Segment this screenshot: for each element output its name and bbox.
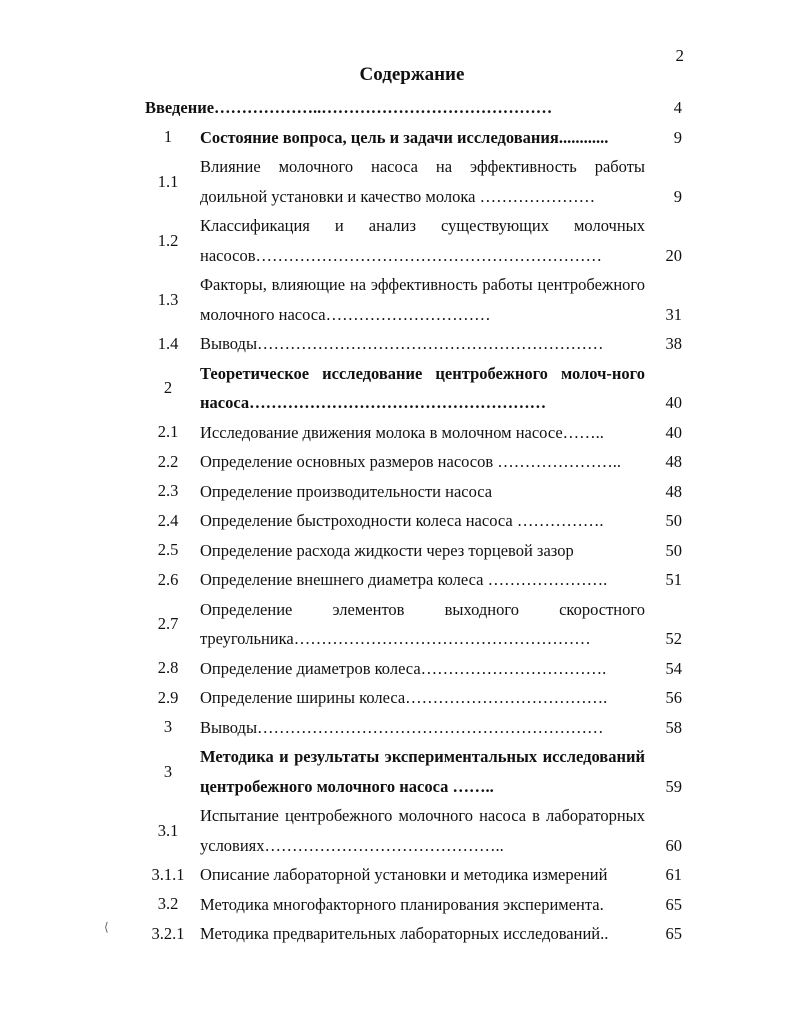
- toc-entry-title: Факторы, влияющие на эффективность работы центробежного молочного насоса…………………………: [200, 275, 645, 324]
- toc-entry-page: 58: [665, 717, 682, 737]
- toc-entry-title: Методика предварительных лабораторных исследований..: [200, 924, 609, 943]
- toc-entry-page: 50: [665, 540, 682, 560]
- toc-entry: [140, 93, 692, 123]
- toc-entry-number: 3.1.1: [151, 864, 185, 884]
- toc-entry-page: 59: [665, 776, 682, 796]
- toc-entry-number: 2.4: [157, 510, 179, 530]
- toc-entry: [140, 152, 692, 211]
- toc-entry-number: 1.1: [157, 171, 179, 191]
- toc-entry: [140, 860, 692, 890]
- toc-entry-page: 65: [665, 924, 682, 943]
- toc-entry-page: 65: [665, 894, 682, 914]
- toc-entry: [140, 211, 692, 270]
- toc-entry-number: 3.2.1: [151, 923, 185, 943]
- toc-entry-title: Испытание центробежного молочного насоса в лабораторных условиях……………………………………..: [200, 806, 645, 855]
- toc-entry-page: 38: [665, 334, 682, 353]
- toc-entry-title: Влияние молочного насоса на эффективность работы доильной установки и качество молока …………………: [200, 157, 645, 206]
- table-of-contents: [140, 93, 692, 949]
- toc-entry-title: Состояние вопроса, цель и задачи исследования............: [200, 127, 609, 147]
- toc-entry-page: 51: [665, 570, 682, 589]
- toc-entry-title: Теоретическое исследование центробежного молоч-ного насоса………………………………………………: [200, 363, 645, 412]
- toc-entry: [140, 919, 692, 949]
- toc-entry-number: 3: [163, 761, 173, 781]
- toc-entry-title: Методика многофакторного планирования эксперимента.: [200, 894, 604, 914]
- toc-entry-title: Определение внешнего диаметра колеса ………………….: [200, 570, 608, 589]
- toc-entry-number: 2.3: [157, 481, 179, 501]
- toc-entry-page: 61: [665, 865, 682, 884]
- toc-entry-number: 3: [163, 717, 173, 737]
- toc-entry: [140, 595, 692, 654]
- toc-entry-number: 3.2: [157, 894, 179, 914]
- toc-entry-number: 3.1: [157, 820, 179, 840]
- scan-mark: ⟨: [104, 920, 109, 934]
- toc-entry-title: Исследование движения молока в молочном насосе……..: [200, 422, 604, 442]
- toc-entry-title: Определение расхода жидкости через торцевой зазор: [200, 540, 574, 560]
- toc-entry-title: Определение ширины колеса……………………………….: [200, 688, 608, 707]
- toc-entry-title: Определение производительности насоса: [200, 481, 493, 501]
- toc-entry-number: 2.8: [157, 658, 179, 678]
- toc-entry-title: Выводы………………………………………………………: [200, 717, 604, 737]
- toc-entry-page: 54: [665, 658, 682, 678]
- toc-entry: [140, 123, 692, 153]
- toc-entry-title: Определение диаметров колеса…………………………….: [200, 658, 607, 678]
- toc-entry-page: 60: [665, 835, 682, 855]
- toc-entry-page: 40: [665, 422, 682, 442]
- toc-entry-number: 1.2: [157, 230, 179, 250]
- toc-entry-page: 56: [665, 688, 682, 707]
- toc-entry-title: Определение элементов выходного скоростного треугольника………………………………………………: [200, 599, 645, 648]
- toc-entry-title: Описание лабораторной установки и методика измерений: [200, 865, 608, 884]
- toc-entry-number: 2: [163, 378, 173, 397]
- toc-entry-page: 20: [665, 245, 682, 265]
- toc-entry: [140, 477, 692, 507]
- page-number: 2: [675, 46, 684, 65]
- toc-entry-title: Методика и результаты экспериментальных исследований центробежного молочного насоса ……..: [200, 747, 645, 796]
- toc-entry: [140, 536, 692, 566]
- toc-entry-page: 4: [673, 98, 682, 117]
- toc-entry-number: 2.7: [157, 614, 179, 633]
- toc-entry: [140, 447, 692, 477]
- toc-entry: [140, 329, 692, 359]
- toc-entry-number: 1.4: [157, 333, 179, 353]
- toc-entry: [140, 742, 692, 801]
- toc-entry-page: 31: [665, 304, 682, 324]
- toc-entry-number: 2.1: [157, 422, 179, 442]
- toc-entry: [140, 654, 692, 684]
- toc-entry: [140, 359, 692, 418]
- toc-entry-number: 2.2: [157, 451, 179, 471]
- toc-entry-number: 1.3: [157, 289, 179, 309]
- toc-entry-page: 9: [673, 186, 682, 206]
- toc-entry-page: 48: [665, 481, 682, 501]
- toc-entry-number: 2.5: [157, 540, 179, 560]
- toc-entry: [140, 506, 692, 536]
- toc-entry-page: 48: [665, 452, 682, 471]
- toc-entry-title: Выводы………………………………………………………: [200, 334, 604, 353]
- toc-entry-number: 2.9: [157, 687, 179, 707]
- toc-entry-title: Определение основных размеров насосов …………………..: [200, 452, 622, 471]
- toc-entry-title: Классификация и анализ существующих молочных насосов………………………………………………………: [200, 216, 645, 265]
- toc-entry: [140, 890, 692, 920]
- toc-entry-number: 2.6: [157, 569, 179, 589]
- toc-entry-page: 40: [665, 393, 682, 412]
- page-title: Содержание: [359, 64, 465, 85]
- toc-entry: [140, 270, 692, 329]
- toc-entry: [140, 418, 692, 448]
- toc-entry-page: 50: [665, 511, 682, 530]
- toc-entry: [140, 565, 692, 595]
- toc-entry-number: 1: [163, 127, 173, 147]
- toc-entry-title: Определение быстроходности колеса насоса …………….: [200, 511, 604, 530]
- toc-entry-page: 9: [673, 127, 682, 147]
- toc-entry-page: 52: [665, 629, 682, 648]
- toc-entry: [140, 713, 692, 743]
- toc-entry-title: Введение………………..……………………………………: [145, 98, 553, 117]
- toc-entry: [140, 683, 692, 713]
- toc-entry: [140, 801, 692, 860]
